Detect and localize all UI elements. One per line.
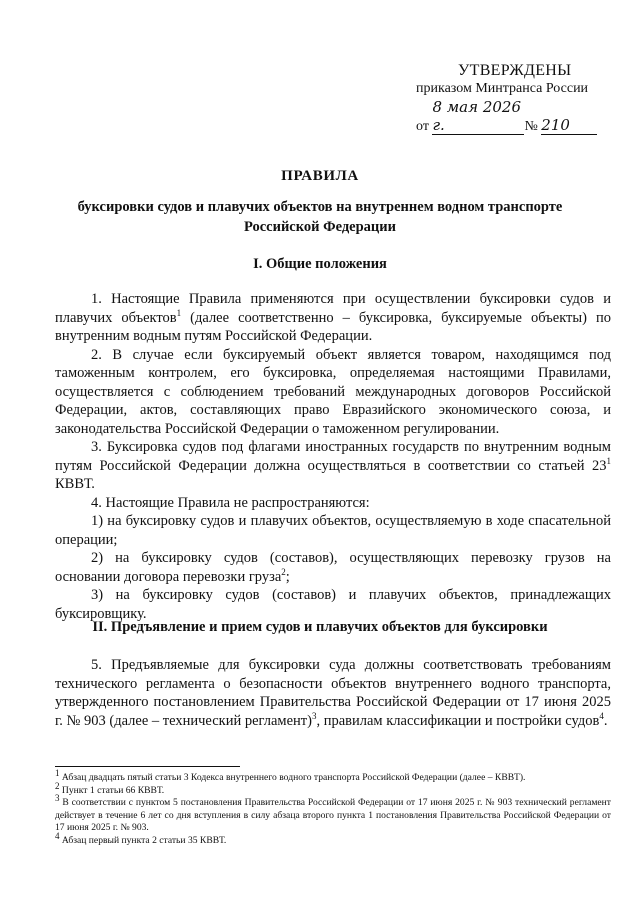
superscript-23-1: 1 (606, 455, 611, 466)
footnote-4: $^4$ Абзац первый пункта 2 статьи 35 КВВТ. (55, 830, 227, 846)
section-2-heading: II. Предъявление и прием судов и плавучих объектов для буксировки (92, 619, 548, 635)
approval-date-line: от 8 мая 2026 г. № 210 (416, 98, 616, 136)
paragraph-4-item-2: 2) на буксировку судов (составов), осуществляющих перевозку грузов на основании договора перевозки груза$^2$; (55, 550, 611, 585)
section-1-body (55, 290, 611, 623)
paragraph-4: 4. Настоящие Правила не распространяются: (91, 494, 370, 511)
handwritten-date: 8 мая 2026 г. (432, 98, 524, 135)
document-title (0, 168, 640, 237)
footnote-ref-1: 1 (176, 307, 182, 318)
paragraph-2: 2. В случае если буксируемый объект является товаром, находящимся под таможенным контролем, его буксировка, определяемая настоящими Правилами, осуществляется с соблюдением требований международных договоров Российской Федерации, актов, составляющих право Евразийского экономического союза, и законодательства Российской Федерации о таможенном регулировании. (55, 346, 611, 437)
paragraph-3: 3. Буксировка судов под флагами иностранных государств по внутренним водным путям Российской Федерации должна осуществляться в соответствии со статьей $23^1$ КВВТ. (55, 439, 611, 492)
handwritten-number: 210 (541, 116, 597, 135)
section-1-heading: I. Общие положения (253, 256, 387, 272)
section-2-body (55, 656, 611, 730)
footnote-1: $^1$ Абзац двадцать пятый статьи 3 Кодекса внутреннего водного транспорта Российской Федерации (далее – КВВТ). (55, 767, 526, 783)
footnote-ref-2: 2 (281, 566, 286, 577)
title-main: ПРАВИЛА (281, 168, 359, 184)
approval-stamp (416, 62, 616, 136)
paragraph-4-item-1: 1) на буксировку судов и плавучих объектов, осуществляемую в ходе спасательной операции; (55, 513, 611, 548)
approval-order-line: приказом Минтранса России (416, 81, 589, 96)
title-line1: буксировки судов и плавучих объектов на внутреннем водном транспорте (77, 199, 563, 215)
approval-heading: УТВЕРЖДЕНЫ (458, 62, 572, 79)
footnote-divider (55, 766, 240, 767)
footnotes (55, 767, 611, 847)
footnote-3: $^3$ В соответствии с пунктом 5 постановления Правительства Российской Федерации от 17 июня 2025 г. № 903 технический регламент действует в течение 6 лет со дня вступления в силу абзаца второго пункта 1 постановления Правительства Российской Федерации от 17 июня 2025 г. № 903. (55, 792, 611, 833)
footnote-ref-3: 3 (311, 710, 317, 721)
title-line2: Российской Федерации (243, 219, 396, 235)
footnote-2: $^2$ Пункт 1 статьи 66 КВВТ. (55, 780, 165, 796)
paragraph-4-item-3: 3) на буксировку судов (составов) и плавучих объектов, принадлежащих буксировщику. (55, 587, 611, 622)
paragraph-1: 1. Настоящие Правила применяются при осуществлении буксировки судов и плавучих объектов$^1$ (далее соответственно – буксировка, буксируемые объекты) по внутренним водным путям Российской Федерации. (55, 291, 611, 344)
footnote-ref-4: 4 (599, 710, 604, 721)
paragraph-5: 5. Предъявляемые для буксировки суда должны соответствовать требованиям технического регламента о безопасности объектов внутреннего водного транспорта, утвержденного постановлением Правительства Российской Федерации от 17 июня 2025 г. № 903 (далее – технический регламент)$^3$, правилам классификации и постройки судов$^4$. (55, 657, 611, 729)
